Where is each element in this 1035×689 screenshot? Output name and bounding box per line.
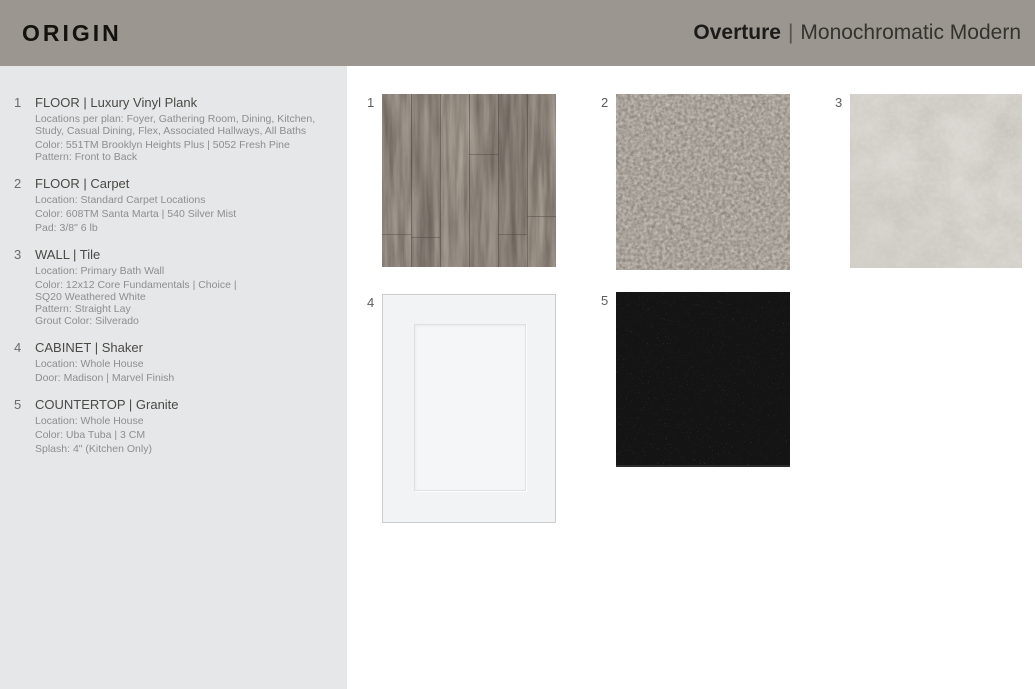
spec-item-floor-lvp [0, 95, 337, 165]
spec-detail-line: Location: Whole House [35, 358, 144, 370]
swatch-luxury-vinyl-plank [367, 94, 556, 267]
spec-item-floor-carpet [0, 176, 337, 236]
granite-texture-image [616, 292, 790, 467]
spec-item-number: 5 [14, 397, 22, 412]
spec-detail-line: Color: 12x12 Core Fundamentals | Choice | [35, 279, 237, 291]
swatch-number: 2 [601, 95, 609, 110]
cabinet-door-image [382, 294, 556, 523]
tile-texture-image [850, 94, 1022, 268]
spec-item-heading: CABINET | Shaker [35, 340, 143, 355]
swatch-cabinet-door [367, 294, 556, 523]
header [0, 0, 1035, 66]
spec-item-location [35, 358, 337, 370]
title-divider-bar: | [787, 21, 794, 44]
spec-item-heading: FLOOR | Carpet [35, 176, 130, 191]
scheme-name: Monochromatic Modern [800, 21, 1021, 44]
spec-detail-line: Grout Color: Silverado [35, 315, 139, 327]
spec-item-number: 1 [14, 95, 22, 110]
spec-detail-line: Locations per plan: Foyer, Gathering Room, Dining, Kitchen, [35, 113, 316, 125]
spec-item-color [35, 208, 337, 220]
spec-item-cabinet [0, 340, 337, 386]
spec-item-countertop [0, 397, 337, 457]
spec-item-number: 3 [14, 247, 22, 262]
spec-item-wall-tile [0, 247, 337, 329]
spec-item-location [35, 194, 337, 206]
spec-detail-line: Splash: 4" (Kitchen Only) [35, 443, 152, 455]
spec-item-locations [35, 113, 337, 137]
spec-list-sidebar [0, 66, 347, 689]
spec-item-number: 2 [14, 176, 22, 191]
collection-name: Overture [693, 21, 781, 44]
spec-detail-line: Location: Whole House [35, 415, 144, 427]
spec-item-color [35, 429, 337, 441]
swatch-number: 5 [601, 293, 609, 308]
swatch-carpet [601, 94, 790, 270]
spec-item-heading: COUNTERTOP | Granite [35, 397, 179, 412]
spec-item-splash [35, 443, 337, 455]
spec-detail-line: Location: Standard Carpet Locations [35, 194, 206, 206]
carpet-texture-image [616, 94, 790, 270]
spec-item-pad [35, 222, 337, 234]
page-title [693, 21, 1021, 45]
wood-plank-texture-image [382, 94, 556, 267]
spec-detail-line: Pattern: Straight Lay [35, 303, 131, 315]
spec-item-color [35, 279, 337, 327]
spec-item-location [35, 415, 337, 427]
spec-item-location [35, 265, 337, 277]
spec-detail-line: Color: 551TM Brooklyn Heights Plus | 5052 Fresh Pine [35, 139, 290, 151]
spec-detail-line: Pad: 3/8" 6 lb [35, 222, 98, 234]
swatch-number: 4 [367, 295, 375, 310]
spec-item-color [35, 139, 337, 163]
spec-detail-line: Color: Uba Tuba | 3 CM [35, 429, 146, 441]
spec-detail-line: SQ20 Weathered White [35, 291, 146, 303]
cabinet-door-panel [414, 324, 526, 491]
spec-detail-line: Study, Casual Dining, Flex, Associated Hallways, All Baths [35, 125, 307, 137]
spec-detail-line: Pattern: Front to Back [35, 151, 138, 163]
spec-item-heading: WALL | Tile [35, 247, 101, 262]
spec-item-heading: FLOOR | Luxury Vinyl Plank [35, 95, 198, 110]
spec-item-door [35, 372, 337, 384]
swatch-granite [601, 292, 790, 467]
spec-item-number: 4 [14, 340, 22, 355]
swatch-tile [835, 94, 1022, 268]
swatch-number: 1 [367, 95, 375, 110]
swatch-number: 3 [835, 95, 843, 110]
spec-detail-line: Door: Madison | Marvel Finish [35, 372, 175, 384]
brand-logo: ORIGIN [22, 19, 122, 46]
spec-detail-line: Color: 608TM Santa Marta | 540 Silver Mist [35, 208, 237, 220]
spec-detail-line: Location: Primary Bath Wall [35, 265, 165, 277]
